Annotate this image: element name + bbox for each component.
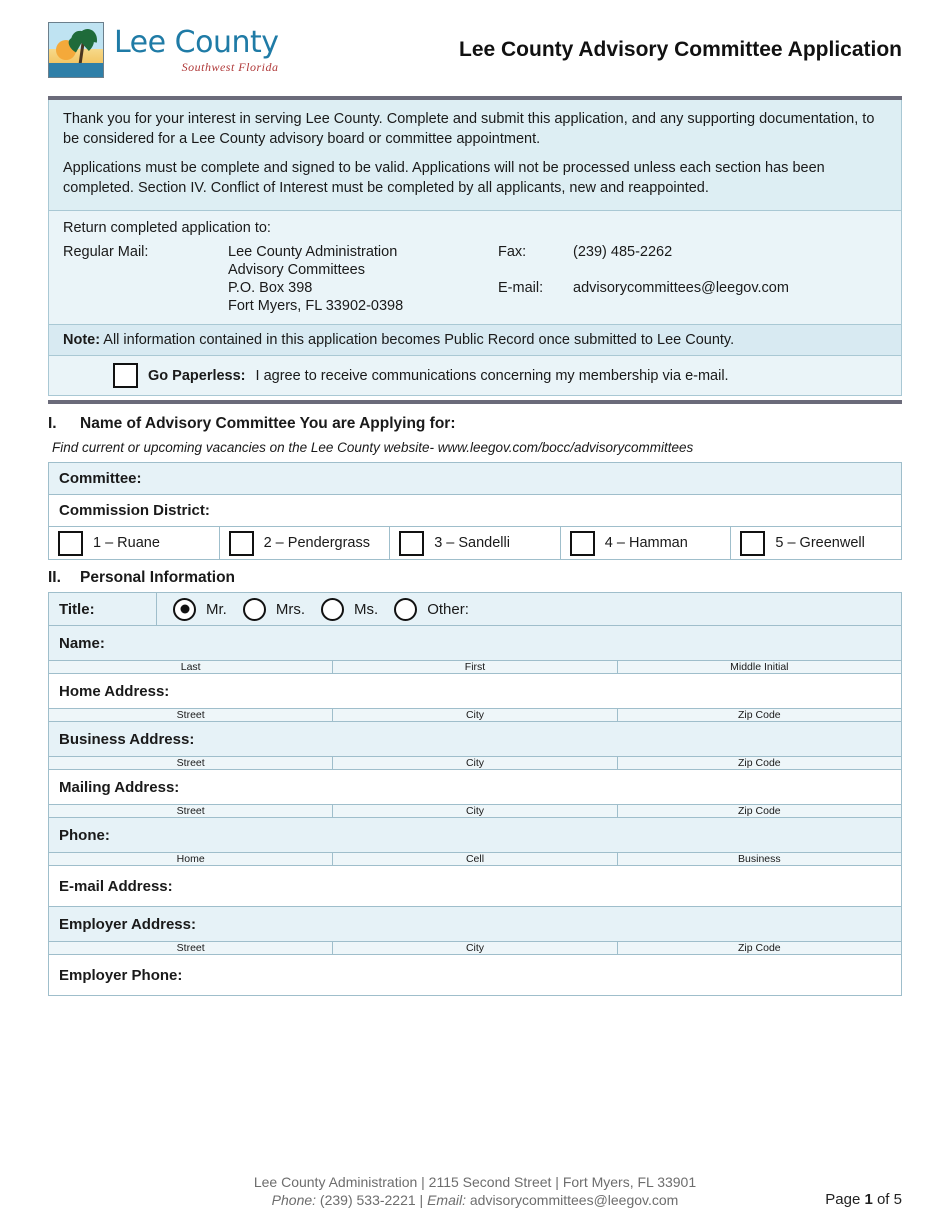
committee-table xyxy=(48,462,902,560)
lee-county-logo xyxy=(48,22,278,78)
committee-label: Committee: xyxy=(59,470,142,488)
vacancy-note: Find current or upcoming vacancies on the Lee County website- www.leegov.com/bocc/advisorycommittees xyxy=(52,440,694,456)
go-paperless-text: I agree to receive communications concerning my membership via e-mail. xyxy=(255,367,729,384)
name-sub-last: Last xyxy=(49,661,333,674)
district-option-1[interactable] xyxy=(49,527,219,559)
mailing-sub-street: Street xyxy=(49,805,333,818)
section-1-number: I. xyxy=(48,415,57,433)
logo-tagline: Southwest Florida xyxy=(181,59,279,74)
business-sub-zip: Zip Code xyxy=(617,757,901,770)
footer-phone-label: Phone: xyxy=(271,1192,317,1208)
home-sub-street: Street xyxy=(49,709,333,722)
district-option-3[interactable] xyxy=(389,527,560,559)
mail-line-3: P.O. Box 398 xyxy=(228,280,313,297)
email-value: advisorycommittees@leegov.com xyxy=(573,280,789,297)
logo-name: Lee County xyxy=(114,24,279,60)
title-label: Title: xyxy=(49,593,157,625)
page-prefix: Page xyxy=(825,1191,865,1208)
page-title: Lee County Advisory Committee Application xyxy=(459,38,902,61)
home-address-field[interactable] xyxy=(49,674,902,709)
title-radio-mr[interactable] xyxy=(173,598,196,621)
section-divider xyxy=(48,400,902,404)
home-sub-city: City xyxy=(333,709,617,722)
employer-phone-label: Employer Phone: xyxy=(59,966,183,984)
go-paperless-label: Go Paperless: xyxy=(148,367,246,384)
title-radio-mrs[interactable] xyxy=(243,598,266,621)
return-heading: Return completed application to: xyxy=(63,220,271,237)
mailing-address-field[interactable] xyxy=(49,770,902,805)
home-address-subheaders xyxy=(49,709,902,722)
footer-address: Lee County Administration | 2115 Second Street | Fort Myers, FL 33901 xyxy=(253,1174,697,1190)
page-footer xyxy=(0,1174,950,1208)
email-address-field[interactable] xyxy=(49,866,902,907)
section-1-title: Name of Advisory Committee You are Applying for: xyxy=(80,415,456,433)
mailing-sub-zip: Zip Code xyxy=(617,805,901,818)
district-5-label: 5 – Greenwell xyxy=(775,535,865,552)
employer-address-subheaders xyxy=(49,942,902,955)
employer-sub-zip: Zip Code xyxy=(617,942,901,955)
title-cell xyxy=(49,593,902,626)
mailing-address-row xyxy=(49,770,902,805)
logo-text xyxy=(114,24,279,74)
email-address-label: E-mail Address: xyxy=(59,877,173,895)
fax-value: (239) 485-2262 xyxy=(573,244,673,261)
district-options-cell xyxy=(49,527,902,560)
district-label-cell xyxy=(49,495,902,527)
name-sub-first: First xyxy=(333,661,617,674)
mailing-sub-city: City xyxy=(333,805,617,818)
business-address-label: Business Address: xyxy=(59,730,195,748)
district-3-checkbox[interactable] xyxy=(399,531,424,556)
page-total: 5 xyxy=(893,1191,902,1208)
title-option-ms: Ms. xyxy=(354,600,379,618)
employer-address-field[interactable] xyxy=(49,907,902,942)
phone-row xyxy=(49,818,902,853)
title-option-mr: Mr. xyxy=(206,600,227,618)
section-2-title: Personal Information xyxy=(80,569,236,587)
employer-phone-row xyxy=(49,955,902,996)
public-record-note xyxy=(48,325,902,356)
district-option-4[interactable] xyxy=(560,527,731,559)
note-text: All information contained in this application becomes Public Record once submitted to Lee County. xyxy=(100,332,735,349)
page-number xyxy=(825,1191,902,1208)
return-address-block xyxy=(48,211,902,325)
intro-block xyxy=(48,100,902,211)
phone-sub-business: Business xyxy=(617,853,901,866)
phone-field[interactable] xyxy=(49,818,902,853)
personal-information-table xyxy=(48,592,902,996)
employer-address-row xyxy=(49,907,902,942)
employer-sub-city: City xyxy=(333,942,617,955)
district-4-checkbox[interactable] xyxy=(570,531,595,556)
title-radio-other[interactable] xyxy=(394,598,417,621)
name-sub-middle: Middle Initial xyxy=(617,661,901,674)
phone-sub-cell: Cell xyxy=(333,853,617,866)
section-2-heading xyxy=(48,569,902,587)
name-row xyxy=(49,626,902,661)
section-2-number: II. xyxy=(48,569,61,587)
title-option-other: Other: xyxy=(427,600,469,618)
home-sub-zip: Zip Code xyxy=(617,709,901,722)
district-4-label: 4 – Hamman xyxy=(604,535,688,552)
business-sub-street: Street xyxy=(49,757,333,770)
footer-email-value: advisorycommittees@leegov.com xyxy=(465,1192,679,1208)
business-sub-city: City xyxy=(333,757,617,770)
district-1-checkbox[interactable] xyxy=(58,531,83,556)
district-option-2[interactable] xyxy=(219,527,390,559)
phone-subheaders xyxy=(49,853,902,866)
note-label: Note: xyxy=(63,332,101,349)
mailing-address-label: Mailing Address: xyxy=(59,778,180,796)
employer-phone-field[interactable] xyxy=(49,955,902,996)
district-option-5[interactable] xyxy=(730,527,901,559)
employer-address-label: Employer Address: xyxy=(59,915,196,933)
page-mid: of xyxy=(872,1191,894,1208)
name-field[interactable] xyxy=(49,626,902,661)
phone-sub-home: Home xyxy=(49,853,333,866)
district-1-label: 1 – Ruane xyxy=(93,535,160,552)
email-label: E-mail: xyxy=(498,280,544,297)
name-label: Name: xyxy=(59,634,105,652)
go-paperless-checkbox[interactable] xyxy=(113,363,138,388)
commission-district-label: Commission District: xyxy=(59,502,210,520)
footer-phone-value: (239) 533-2221 | xyxy=(316,1192,428,1208)
home-address-label: Home Address: xyxy=(59,682,170,700)
home-address-row xyxy=(49,674,902,709)
mailing-address-subheaders xyxy=(49,805,902,818)
intro-paragraph-2: Applications must be complete and signed to be valid. Applications will not be processed unless each section has been completed. Section IV. Conflict of Interest must be completed by all applicants, new and reappointed. xyxy=(63,160,825,196)
fax-label: Fax: xyxy=(498,244,527,261)
title-option-mrs: Mrs. xyxy=(275,600,306,618)
district-3-label: 3 – Sandelli xyxy=(434,535,510,552)
title-row xyxy=(49,593,902,626)
mail-line-1: Lee County Administration xyxy=(228,244,398,261)
mail-line-2: Advisory Committees xyxy=(228,262,365,279)
business-address-field[interactable] xyxy=(49,722,902,757)
title-radio-ms[interactable] xyxy=(321,598,344,621)
employer-sub-street: Street xyxy=(49,942,333,955)
mail-line-4: Fort Myers, FL 33902-0398 xyxy=(228,298,404,315)
business-address-row xyxy=(49,722,902,757)
name-subheaders xyxy=(49,661,902,674)
palm-tree-sunset-icon xyxy=(48,22,104,78)
section-1-heading xyxy=(48,415,902,433)
phone-label: Phone: xyxy=(59,826,110,844)
district-5-checkbox[interactable] xyxy=(740,531,765,556)
district-options-row xyxy=(49,527,902,560)
footer-email-label: Email: xyxy=(427,1192,466,1208)
footer-contact xyxy=(0,1192,950,1208)
district-2-label: 2 – Pendergrass xyxy=(263,535,370,552)
page-header xyxy=(0,0,950,88)
district-2-checkbox[interactable] xyxy=(229,531,254,556)
committee-cell[interactable] xyxy=(49,463,902,495)
go-paperless-row xyxy=(48,356,902,396)
regular-mail-label: Regular Mail: xyxy=(63,244,149,261)
intro-paragraph-1: Thank you for your interest in serving Lee County. Complete and submit this application, and any supporting documentation, to be considered for a Lee County advisory board or committee appointment. xyxy=(63,111,875,147)
district-label-row xyxy=(49,495,902,527)
business-address-subheaders xyxy=(49,757,902,770)
email-address-row xyxy=(49,866,902,907)
page-current: 1 xyxy=(864,1191,873,1208)
committee-row xyxy=(49,463,902,495)
